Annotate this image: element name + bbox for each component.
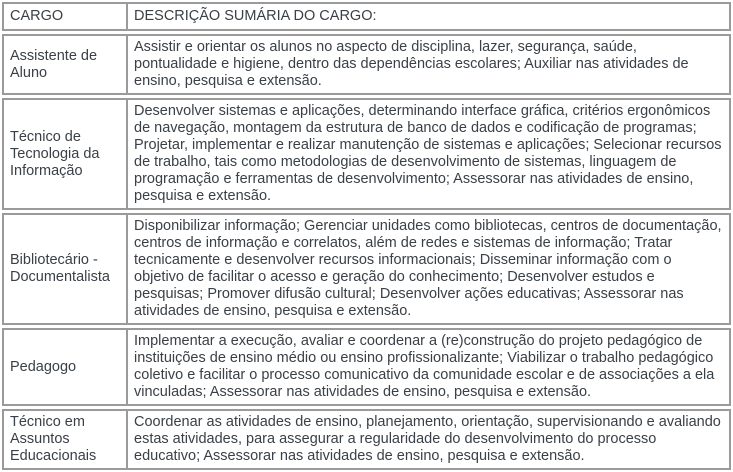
column-header-cargo: CARGO [10,8,64,24]
table-row [2,328,731,406]
table-row [2,34,731,95]
descricao-cell: Coordenar as atividades de ensino, planejamento, orientação, supervisionando e avaliando estas atividades, para assegurar a regularidade do desenvolvimento do processo educativo; Assessorar nas atividades de ensino, pesquisa e extensão. [126,411,729,468]
cargo-cell: Bibliotecário - Documentalista [10,252,110,285]
table-row [2,213,731,325]
descricao-cell: Assistir e orientar os alunos no aspecto de disciplina, lazer, segurança, saúde, pontualidade e higiene, dentro das dependências escolares; Auxiliar nas atividades de ensino, pesquisa e extensão. [126,36,729,93]
descricao-cell: Implementar a execução, avaliar e coordenar a (re)construção do projeto pedagógico de instituições de ensino médio ou ensino profissionalizante; Viabilizar o trabalho pedagógico coletivo e facilitar o processo comunicativo da comunidade escolar e de associações a ela vinculadas; Assessorar nas atividades de ensino, pesquisa e extensão. [126,330,729,404]
descricao-cell: Disponibilizar informação; Gerenciar unidades como bibliotecas, centros de documentação, centros de informação e correlatos, além de redes e sistemas de informação; Tratar tecnicamente e desenvolver recursos informacionais; Disseminar informação com o objetivo de facilitar o acesso e geração do conhecimento; Desenvolver estudos e pesquisas; Promover difusão cultural; Desenvolver ações educativas; Assessorar nas atividades de ensino, pesquisa e extensão. [126,215,729,323]
table-row [2,409,731,470]
table-header-row [2,2,731,31]
cargo-cell: Técnico em Assuntos Educacionais [10,414,97,464]
table-row [2,98,731,210]
column-header-descricao: DESCRIÇÃO SUMÁRIA DO CARGO: [126,4,729,29]
cargo-cell: Técnico de Tecnologia da Informação [10,128,100,179]
cargo-cell: Assistente de Aluno [10,47,98,81]
cargo-cell: Pedagogo [10,358,77,375]
descricao-cell: Desenvolver sistemas e aplicações, determinando interface gráfica, critérios ergonômicos de navegação, montagem da estrutura de banco de dados e codificação de programas; Projetar, implementar e realizar manutenção de sistemas e aplicações; Selecionar recursos de trabalho, tais como metodologias de desenvolvimento de sistemas, linguagem de programação e ferramentas de desenvolvimento; Assessorar nas atividades de ensino, pesquisa e extensão. [126,100,729,208]
